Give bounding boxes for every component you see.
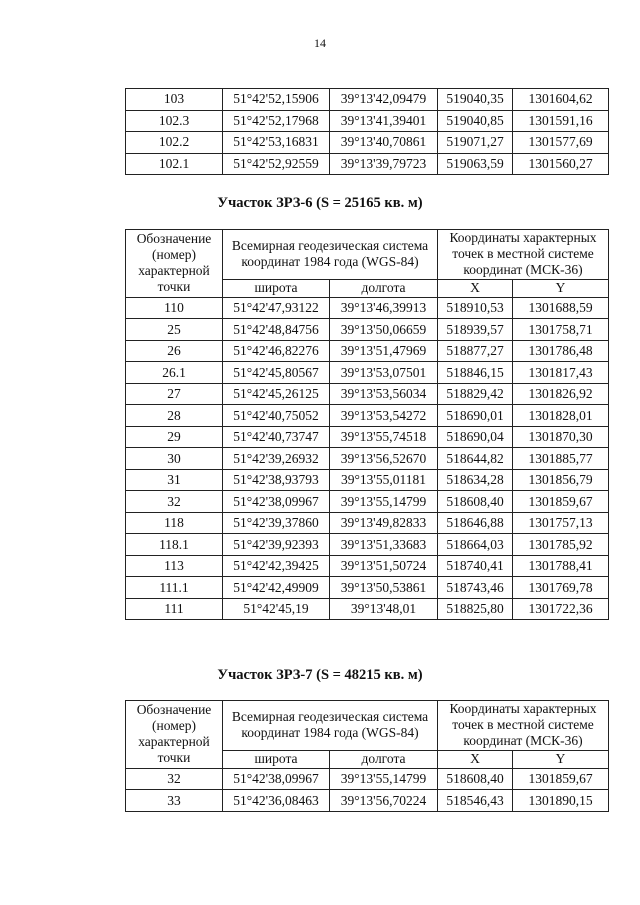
point-id-cell: 33	[126, 790, 223, 812]
table-row	[126, 89, 609, 111]
point-id-cell: 102.1	[126, 153, 223, 175]
coordinates-table-zrz-7	[125, 700, 609, 812]
point-id-cell: 27	[126, 383, 223, 405]
x-cell: 518877,27	[438, 340, 513, 362]
point-id-cell: 26.1	[126, 362, 223, 384]
point-id-cell: 111	[126, 598, 223, 620]
y-cell: 1301786,48	[513, 340, 609, 362]
latitude-cell: 51°42'36,08463	[223, 790, 330, 812]
latitude-cell: 51°42'52,15906	[223, 89, 330, 111]
point-id-cell: 102.3	[126, 110, 223, 132]
x-cell: 518829,42	[438, 383, 513, 405]
page-number: 14	[314, 36, 326, 50]
table-row	[126, 598, 609, 620]
table-row	[126, 110, 609, 132]
x-cell: 518690,01	[438, 405, 513, 427]
longitude-cell: 39°13'55,74518	[330, 426, 438, 448]
latitude-cell: 51°42'46,82276	[223, 340, 330, 362]
header-latitude: широта	[223, 279, 330, 297]
longitude-cell: 39°13'53,07501	[330, 362, 438, 384]
y-cell: 1301560,27	[513, 153, 609, 175]
point-id-cell: 32	[126, 768, 223, 790]
longitude-cell: 39°13'55,14799	[330, 491, 438, 513]
y-cell: 1301817,43	[513, 362, 609, 384]
table-row	[126, 132, 609, 154]
x-cell: 518664,03	[438, 534, 513, 556]
latitude-cell: 51°42'45,19	[223, 598, 330, 620]
point-id-cell: 118	[126, 512, 223, 534]
table-row	[126, 790, 609, 812]
x-cell: 518646,88	[438, 512, 513, 534]
longitude-cell: 39°13'51,33683	[330, 534, 438, 556]
header-wgs84: Всемирная геодезическая система координат 1984 года (WGS-84)	[223, 230, 438, 280]
longitude-cell: 39°13'56,52670	[330, 448, 438, 470]
latitude-cell: 51°42'47,93122	[223, 297, 330, 319]
point-id-cell: 118.1	[126, 534, 223, 556]
latitude-cell: 51°42'39,26932	[223, 448, 330, 470]
header-longitude: долгота	[330, 279, 438, 297]
y-cell: 1301591,16	[513, 110, 609, 132]
y-cell: 1301758,71	[513, 319, 609, 341]
latitude-cell: 51°42'45,26125	[223, 383, 330, 405]
x-cell: 519071,27	[438, 132, 513, 154]
latitude-cell: 51°42'38,93793	[223, 469, 330, 491]
point-id-cell: 111.1	[126, 577, 223, 599]
y-cell: 1301859,67	[513, 491, 609, 513]
latitude-cell: 51°42'45,80567	[223, 362, 330, 384]
x-cell: 519040,85	[438, 110, 513, 132]
y-cell: 1301885,77	[513, 448, 609, 470]
longitude-cell: 39°13'39,79723	[330, 153, 438, 175]
x-cell: 518608,40	[438, 768, 513, 790]
longitude-cell: 39°13'42,09479	[330, 89, 438, 111]
x-cell: 518740,41	[438, 555, 513, 577]
table-row	[126, 768, 609, 790]
latitude-cell: 51°42'39,37860	[223, 512, 330, 534]
longitude-cell: 39°13'55,01181	[330, 469, 438, 491]
latitude-cell: 51°42'42,49909	[223, 577, 330, 599]
latitude-cell: 51°42'38,09967	[223, 491, 330, 513]
longitude-cell: 39°13'53,56034	[330, 383, 438, 405]
point-id-cell: 29	[126, 426, 223, 448]
x-cell: 518608,40	[438, 491, 513, 513]
table-row	[126, 340, 609, 362]
coordinates-table-continued	[125, 88, 609, 175]
latitude-cell: 51°42'40,73747	[223, 426, 330, 448]
latitude-cell: 51°42'38,09967	[223, 768, 330, 790]
y-cell: 1301785,92	[513, 534, 609, 556]
y-cell: 1301577,69	[513, 132, 609, 154]
header-point-id: Обозначение (номер) характерной точки	[126, 701, 223, 769]
y-cell: 1301788,41	[513, 555, 609, 577]
section-title-zrz-7: Участок ЗРЗ-7 (S = 48215 кв. м)	[217, 667, 423, 683]
table-row	[126, 297, 609, 319]
table-row	[126, 153, 609, 175]
coordinates-table-zrz-6	[125, 229, 609, 620]
header-wgs84: Всемирная геодезическая система координат 1984 года (WGS-84)	[223, 701, 438, 751]
header-point-id: Обозначение (номер) характерной точки	[126, 230, 223, 298]
point-id-cell: 31	[126, 469, 223, 491]
table-row	[126, 577, 609, 599]
table-row	[126, 512, 609, 534]
point-id-cell: 30	[126, 448, 223, 470]
longitude-cell: 39°13'48,01	[330, 598, 438, 620]
y-cell: 1301604,62	[513, 89, 609, 111]
longitude-cell: 39°13'41,39401	[330, 110, 438, 132]
longitude-cell: 39°13'51,47969	[330, 340, 438, 362]
y-cell: 1301828,01	[513, 405, 609, 427]
x-cell: 518825,80	[438, 598, 513, 620]
y-cell: 1301757,13	[513, 512, 609, 534]
latitude-cell: 51°42'53,16831	[223, 132, 330, 154]
header-x: X	[438, 279, 513, 297]
point-id-cell: 32	[126, 491, 223, 513]
table-row	[126, 362, 609, 384]
point-id-cell: 113	[126, 555, 223, 577]
point-id-cell: 25	[126, 319, 223, 341]
longitude-cell: 39°13'46,39913	[330, 297, 438, 319]
latitude-cell: 51°42'40,75052	[223, 405, 330, 427]
longitude-cell: 39°13'51,50724	[330, 555, 438, 577]
table-row	[126, 555, 609, 577]
longitude-cell: 39°13'50,06659	[330, 319, 438, 341]
table-row	[126, 469, 609, 491]
y-cell: 1301769,78	[513, 577, 609, 599]
header-msk36: Координаты характерных точек в местной системе координат (МСК-36)	[438, 230, 609, 280]
x-cell: 518846,15	[438, 362, 513, 384]
x-cell: 518634,28	[438, 469, 513, 491]
table-row	[126, 491, 609, 513]
y-cell: 1301722,36	[513, 598, 609, 620]
longitude-cell: 39°13'50,53861	[330, 577, 438, 599]
y-cell: 1301890,15	[513, 790, 609, 812]
header-longitude: долгота	[330, 750, 438, 768]
header-x: X	[438, 750, 513, 768]
header-y: Y	[513, 279, 609, 297]
x-cell: 519040,35	[438, 89, 513, 111]
x-cell: 518546,43	[438, 790, 513, 812]
section-title-zrz-6: Участок ЗРЗ-6 (S = 25165 кв. м)	[217, 195, 423, 211]
y-cell: 1301856,79	[513, 469, 609, 491]
header-msk36: Координаты характерных точек в местной системе координат (МСК-36)	[438, 701, 609, 751]
x-cell: 518644,82	[438, 448, 513, 470]
x-cell: 518743,46	[438, 577, 513, 599]
longitude-cell: 39°13'49,82833	[330, 512, 438, 534]
longitude-cell: 39°13'56,70224	[330, 790, 438, 812]
y-cell: 1301688,59	[513, 297, 609, 319]
longitude-cell: 39°13'55,14799	[330, 768, 438, 790]
longitude-cell: 39°13'53,54272	[330, 405, 438, 427]
point-id-cell: 28	[126, 405, 223, 427]
table-row	[126, 319, 609, 341]
header-y: Y	[513, 750, 609, 768]
point-id-cell: 26	[126, 340, 223, 362]
x-cell: 519063,59	[438, 153, 513, 175]
x-cell: 518910,53	[438, 297, 513, 319]
latitude-cell: 51°42'39,92393	[223, 534, 330, 556]
point-id-cell: 103	[126, 89, 223, 111]
point-id-cell: 102.2	[126, 132, 223, 154]
table-row	[126, 534, 609, 556]
y-cell: 1301859,67	[513, 768, 609, 790]
header-latitude: широта	[223, 750, 330, 768]
table-row	[126, 405, 609, 427]
x-cell: 518690,04	[438, 426, 513, 448]
y-cell: 1301870,30	[513, 426, 609, 448]
longitude-cell: 39°13'40,70861	[330, 132, 438, 154]
latitude-cell: 51°42'48,84756	[223, 319, 330, 341]
table-row	[126, 383, 609, 405]
x-cell: 518939,57	[438, 319, 513, 341]
y-cell: 1301826,92	[513, 383, 609, 405]
latitude-cell: 51°42'42,39425	[223, 555, 330, 577]
point-id-cell: 110	[126, 297, 223, 319]
latitude-cell: 51°42'52,92559	[223, 153, 330, 175]
latitude-cell: 51°42'52,17968	[223, 110, 330, 132]
table-row	[126, 426, 609, 448]
table-row	[126, 448, 609, 470]
